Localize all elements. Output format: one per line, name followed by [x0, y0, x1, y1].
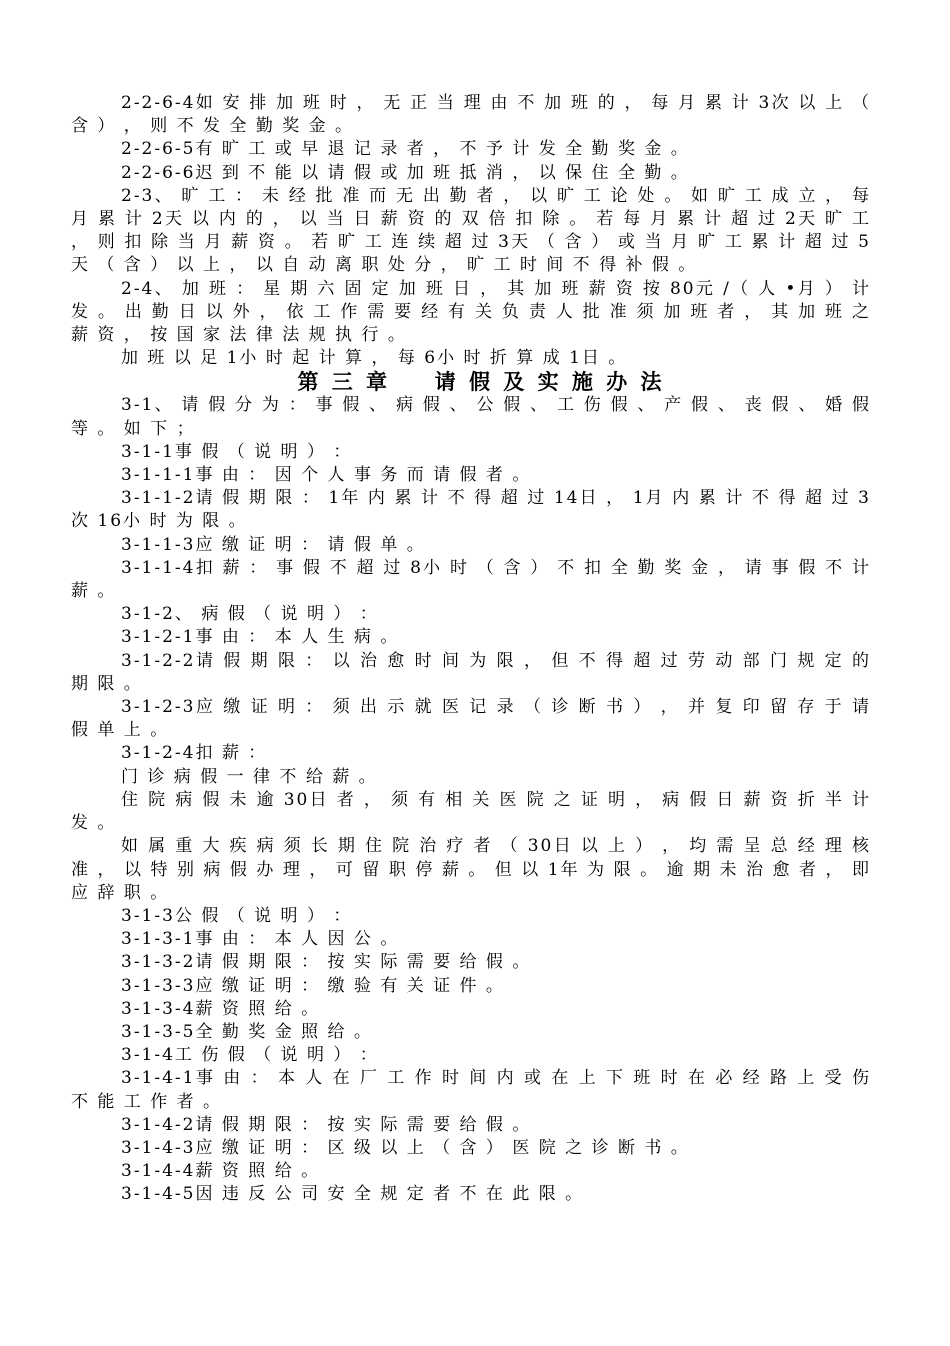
paragraph: 2-4、 加 班 ： 星 期 六 固 定 加 班 日 ， 其 加 班 薪 资 按 80元 /（ 人 •月 ） 计 发 。 出 勤 日 以 外 ， 依 工 作 需 要 经 有 关 负 责 人 批 准 须 加 班 者 ， 其 加 班 之 薪 资 ， 按 国 家 法 律 法 规 执 行 。: [71, 278, 871, 346]
paragraph: 3-1-3-4薪 资 照 给 。: [121, 998, 321, 1019]
paragraph: 门 诊 病 假 一 律 不 给 薪 。: [121, 766, 378, 787]
paragraph: 2-2-6-4如 安 排 加 班 时 ， 无 正 当 理 由 不 加 班 的 ， 每 月 累 计 3次 以 上 （ 含 ） ， 则 不 发 全 勤 奖 金 。: [71, 93, 871, 137]
paragraph: 3-1-1-2请 假 期 限 ： 1年 内 累 计 不 得 超 过 14日 ， 1月 内 累 计 不 得 超 过 3次 16小 时 为 限 。: [71, 488, 871, 532]
paragraph: 3-1-4-1事 由 ： 本 人 在 厂 工 作 时 间 内 或 在 上 下 班 时 在 必 经 路 上 受 伤 不 能 工 作 者 。: [71, 1068, 871, 1112]
paragraph: 3-1-3公 假 （ 说 明 ） ：: [121, 905, 353, 926]
paragraph: 加 班 以 足 1小 时 起 计 算 ， 每 6小 时 折 算 成 1日 。: [121, 348, 628, 369]
paragraph: 3-1-4-3应 缴 证 明 ： 区 级 以 上 （ 含 ） 医 院 之 诊 断 书 。: [121, 1137, 690, 1158]
paragraph: 住 院 病 假 未 逾 30日 者 ， 须 有 相 关 医 院 之 证 明 ， 病 假 日 薪 资 折 半 计 发 。: [71, 789, 871, 834]
paragraph: 3-1-1-3应 缴 证 明 ： 请 假 单 。: [121, 534, 426, 555]
paragraph: 3-1-2-1事 由 ： 本 人 生 病 。: [121, 627, 400, 648]
paragraph: 3-1-1-1事 由 ： 因 个 人 事 务 而 请 假 者 。: [121, 465, 532, 486]
paragraph: 3-1-2、 病 假 （ 说 明 ） ：: [121, 604, 379, 625]
paragraph: 2-3、 旷 工 ： 未 经 批 准 而 无 出 勤 者 ， 以 旷 工 论 处 。 如 旷 工 成 立 ， 每 月 累 计 2天 以 内 的 ， 以 当 日 薪 资 的 双 倍 扣 除 。 若 每 月 累 计 超 过 2天 旷 工 ， 则 扣 除 当 月 薪 资 。 若 旷 工 连 续 超 过 3天 （ 含 ） 或 当 月 旷 工 累 计 超 过 5天 （ 含 ） 以 上 ， 以 自 动 离 职 处 分 ， 旷 工 时 间 不 得 补 假 。: [71, 185, 871, 276]
paragraph: 3-1-2-4扣 薪 ：: [121, 743, 268, 764]
paragraph: 3-1-2-3应 缴 证 明 ： 须 出 示 就 医 记 录 （ 诊 断 书 ） ， 并 复 印 留 存 于 请 假 单 上 。: [71, 697, 871, 741]
document-body: [71, 92, 871, 1207]
paragraph: 3-1-4-5因 违 反 公 司 安 全 规 定 者 不 在 此 限 。: [121, 1184, 585, 1205]
paragraph: 3-1-3-3应 缴 证 明 ： 缴 验 有 关 证 件 。: [121, 975, 505, 996]
paragraph: 3-1-3-5全 勤 奖 金 照 给 。: [121, 1021, 373, 1042]
paragraph: 3-1-3-2请 假 期 限 ： 按 实 际 需 要 给 假 。: [121, 952, 532, 973]
paragraph: 如 属 重 大 疾 病 须 长 期 住 院 治 疗 者 （ 30日 以 上 ） ， 均 需 呈 总 经 理 核 准 ， 以 特 别 病 假 办 理 ， 可 留 职 停 薪 。 但 以 1年 为 限 。 逾 期 未 治 愈 者 ， 即 应 辞 职 。: [71, 836, 871, 903]
paragraph: 3-1-4工 伤 假 （ 说 明 ） ：: [121, 1045, 379, 1066]
chapter-title: 第 三 章 请 假 及 实 施 办 法: [297, 369, 665, 395]
paragraph: 3-1-4-2请 假 期 限 ： 按 实 际 需 要 给 假 。: [121, 1114, 532, 1135]
paragraph: 2-2-6-5有 旷 工 或 早 退 记 录 者 ， 不 予 计 发 全 勤 奖 金 。: [121, 139, 690, 160]
paragraph: 3-1-1-4扣 薪 ： 事 假 不 超 过 8小 时 （ 含 ） 不 扣 全 勤 奖 金 ， 请 事 假 不 计 薪 。: [71, 557, 871, 602]
paragraph: 3-1-4-4薪 资 照 给 。: [121, 1161, 321, 1182]
paragraph: 2-2-6-6迟 到 不 能 以 请 假 或 加 班 抵 消 ， 以 保 住 全 勤 。: [121, 162, 690, 183]
paragraph: 3-1、 请 假 分 为 ： 事 假 、 病 假 、 公 假 、 工 伤 假 、 产 假 、 丧 假 、 婚 假 等 。 如 下 ；: [71, 395, 871, 439]
paragraph: 3-1-1事 假 （ 说 明 ） ：: [121, 441, 353, 462]
paragraph: 3-1-2-2请 假 期 限 ： 以 治 愈 时 间 为 限 ， 但 不 得 超 过 劳 动 部 门 规 定 的 期 限 。: [71, 650, 871, 694]
paragraph: 3-1-3-1事 由 ： 本 人 因 公 。: [121, 929, 400, 950]
